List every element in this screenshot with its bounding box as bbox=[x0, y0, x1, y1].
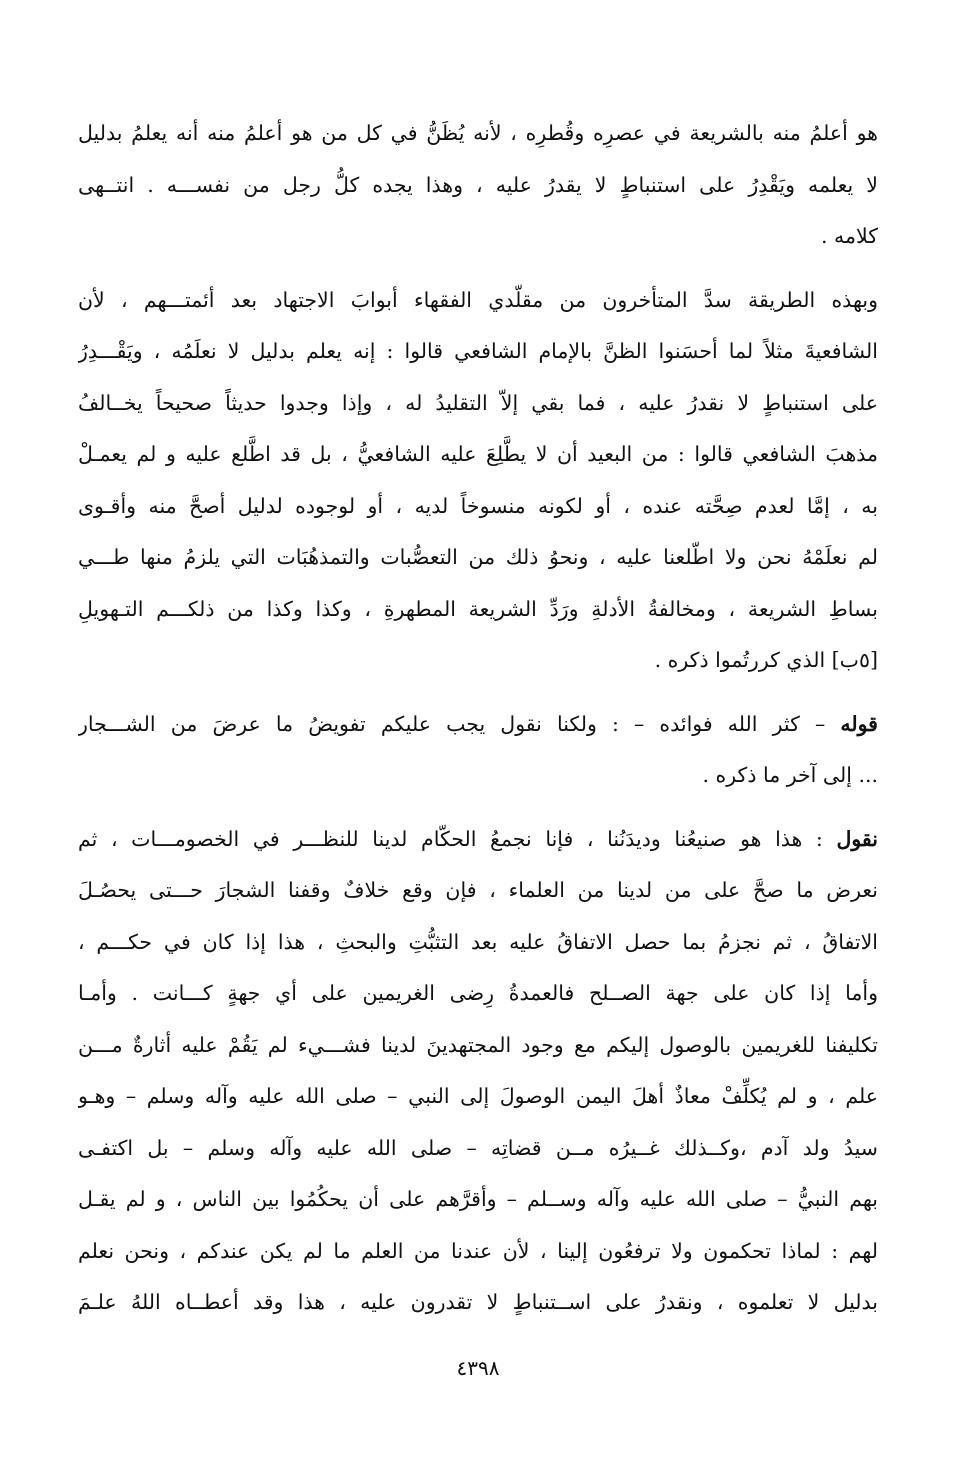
text-line: مذهبَ الشافعي قالوا : من البعيد أن لا يطَّلِعَ عليه الشافعيُّ ، بل قد اطَّلع عليه و لم يعمـلْ bbox=[78, 442, 878, 466]
lead-word: قوله bbox=[840, 711, 878, 736]
paragraph-3 bbox=[78, 699, 878, 802]
text-line: علم ، و لم يُكلِّفْ معاذٌ أهلَ اليمن الوصولَ إلى النبي – صلى الله عليه وآله وسلم – وهـو bbox=[78, 1084, 878, 1108]
text-line: سيدُ ولد آدم ،وكــذلك غــيرُه مــن قضاتِه – صلى الله عليه وآله وسلم – بل اكتفـى bbox=[78, 1135, 878, 1160]
line-text: – كثر الله فوائده – : ولكنا نقول يجب عليكم تفويضُ ما عرضَ من الشـــجار bbox=[78, 711, 841, 736]
text-line: لهم : لماذا تحكمون ولا ترفعُون إلينا ، لأن عندنا من العلم ما لم يكن عندكم ، ونحن نعلم bbox=[78, 1238, 878, 1263]
lead-word: نقول bbox=[836, 826, 878, 851]
page-body bbox=[78, 108, 878, 1341]
text-line: بساطِ الشريعة ، ومخالفةُ الأدلةِ ورَدِّ الشريعة المطهرةِ ، وكذا وكذا من ذلكـــم التـهويلِ bbox=[78, 596, 878, 621]
text-line: الشافعيةَ مثلاً لما أحسَنوا الظنَّ بالإمام الشافعي قالوا : إنه يعلم بدليل لا نعلَمُه ، ويَقْـــدِرُ bbox=[78, 339, 878, 363]
text-line: الاتفاقُ ، ثم نجزمُ بما حصل الاتفاقُ عليه بعد التثبُّتِ والبحثِ ، هذا إذا كان في حكـــم ، bbox=[78, 929, 878, 954]
text-line: نعرض ما صحَّ على من لدينا من العلماء ، فإن وقع خلافٌ وقفنا الشجارَ حـــتى يحصُـلَ bbox=[78, 878, 878, 902]
line-text: : هذا هو صنيعُنا وديدَنُنا ، فإنا نجمعُ الحكّام لدينا للنظـــر في الخصومـــات ، ثم bbox=[78, 826, 837, 851]
text-line: به ، إمَّا لعدم صِحَّته عنده ، أو لكونه منسوخاً لديه ، أو لوجوده لدليل أصحَّ منه وأقـوى bbox=[78, 493, 878, 518]
text-line: تكليفنا للغريمين بالوصول إليكم مع وجود المجتهدينَ لدينا فشـــيء لم يَقُمْ عليه أثارةٌ مـــن bbox=[78, 1032, 878, 1057]
paragraph-4 bbox=[78, 814, 878, 1329]
text-line bbox=[78, 814, 878, 866]
text-line: على استنباطٍ لا نقدرُ عليه ، فما بقي إلاّ التقليدُ له ، وإذا وجدوا حديثاً صحيحاً يخــالفُ bbox=[78, 390, 878, 415]
paragraph-2 bbox=[78, 275, 878, 687]
text-line: لا يعلمه ويَقْدِرُ على استنباطٍ لا يقدرُ عليه ، وهذا يجده كلُّ رجل من نفســـه . انتــهى bbox=[78, 172, 878, 197]
text-line: هو أعلمُ منه بالشريعة في عصرِه وقُطرِه ، لأنه يُظَنُّ في كل من هو أعلمُ منه أنه يعلمُ بدليل bbox=[78, 121, 878, 145]
text-line: كلامه . bbox=[821, 224, 878, 248]
page-number: ٤٣٩٨ bbox=[456, 1356, 500, 1380]
paragraph-1 bbox=[78, 108, 878, 263]
text-line: بدليل لا تعلموه ، ونقدرُ على اســتنباطٍ لا تقدرون عليه ، هذا وقد أعطــاه اللهُ علـمَ bbox=[78, 1290, 878, 1314]
text-line: وبهذه الطريقة سدَّ المتأخرون من مقلّدي الفقهاء أبوابَ الاجتهاد بعد أئمتـــهم ، لأن bbox=[78, 287, 878, 312]
text-line: [٥ب] الذي كررتُموا ذكره . bbox=[654, 648, 878, 672]
text-line: لم نعلَمْهُ نحن ولا اطّلعنا عليه ، ونحوُ ذلك من التعصُّبات والتمذهُبَات التي يلزمُ منها طـــي bbox=[78, 545, 878, 569]
text-line: وأما إذا كان على جهة الصــلح فالعمدةُ رِضى الغريمين على أي جهةٍ كـــانت . وأمـا bbox=[78, 981, 878, 1005]
text-line: بهم النبيُّ – صلى الله عليه وآله وســلم – وأقرَّهم على أن يحكُمُوا بين الناس ، و لم يقـل bbox=[78, 1187, 878, 1211]
text-line bbox=[78, 699, 878, 751]
text-line: ... إلى آخر ما ذكره . bbox=[702, 763, 878, 787]
